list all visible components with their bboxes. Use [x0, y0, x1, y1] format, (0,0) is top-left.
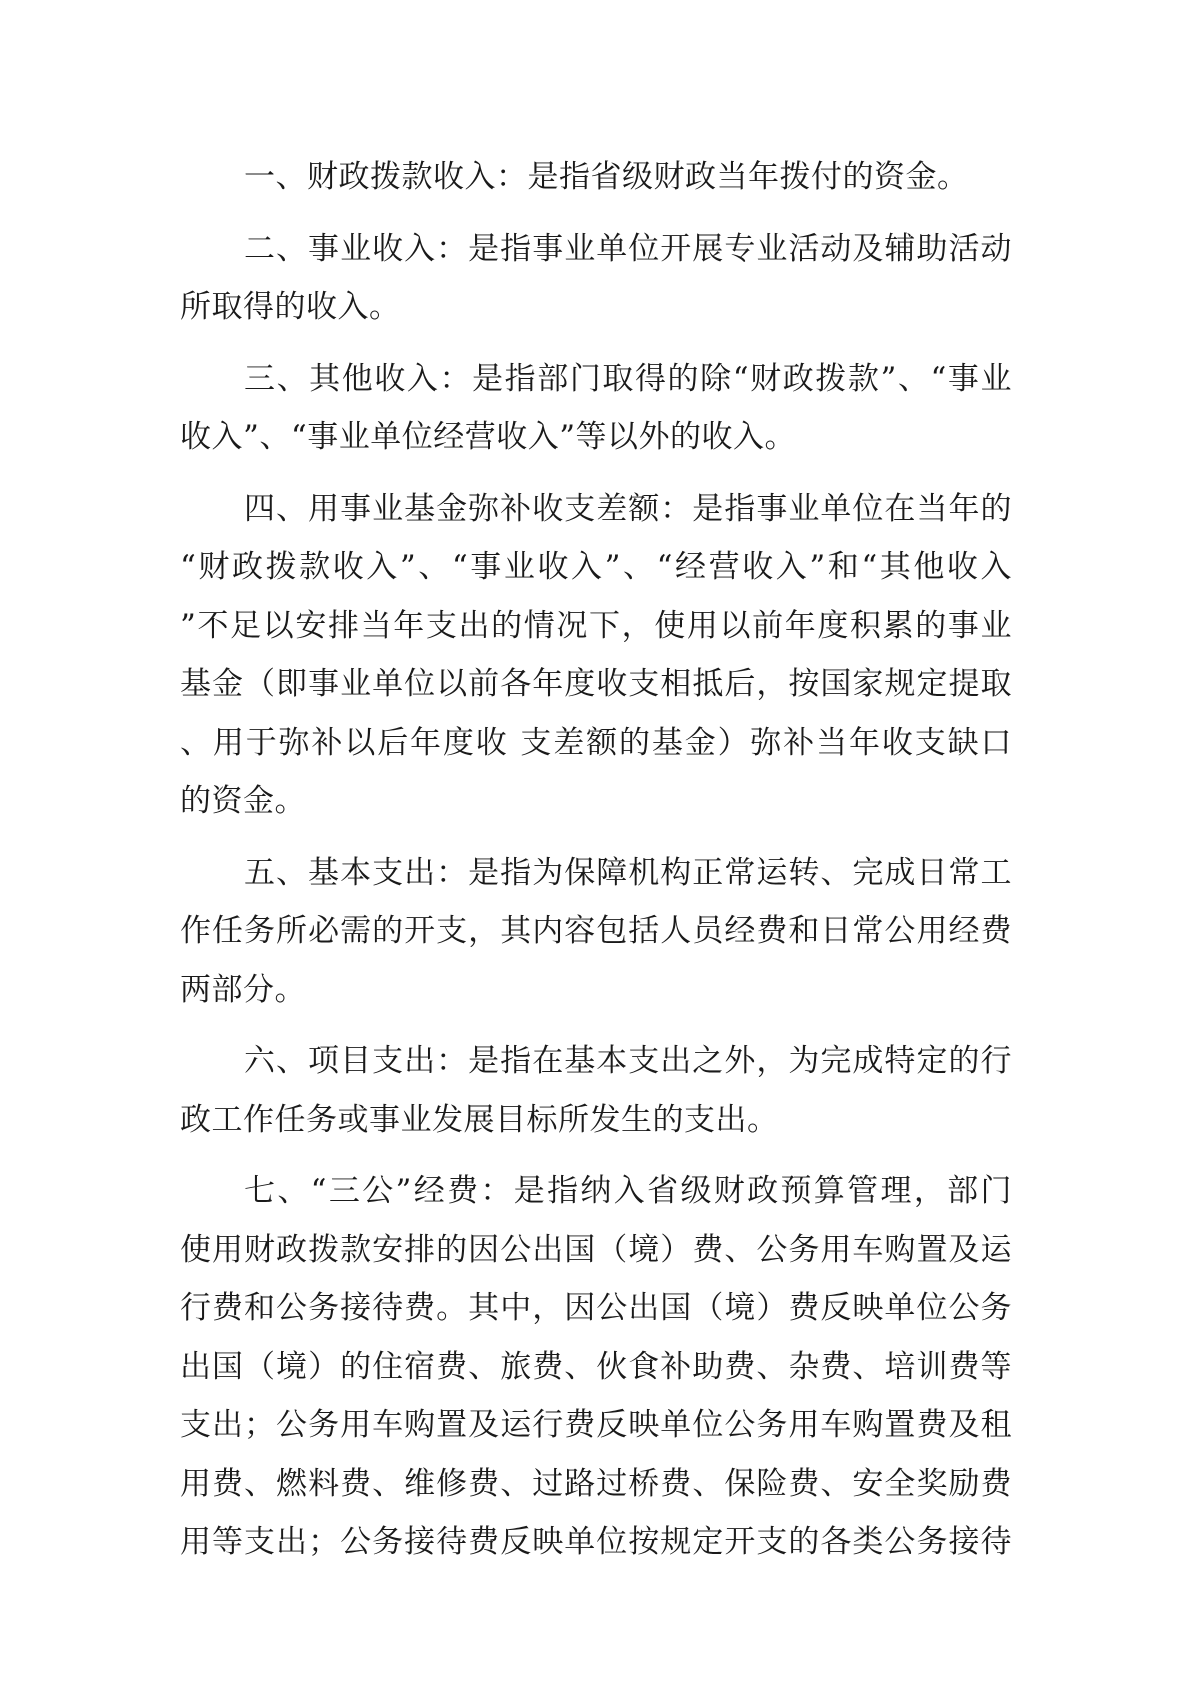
paragraph-line: 、用于弥补以后年度收 支差额的基金）弥补当年收支缺口 [180, 724, 1012, 761]
paragraph-line: 六、项目支出：是指在基本支出之外，为完成特定的行 [244, 1043, 1012, 1079]
paragraph-line: 两部分。 [180, 971, 306, 1008]
paragraph-project-expenditure [180, 1032, 1012, 1149]
paragraph-basic-expenditure [180, 844, 1012, 1020]
paragraph-line: 二、事业收入：是指事业单位开展专业活动及辅助活动 [244, 230, 1012, 267]
paragraph-line: 用费、燃料费、维修费、过路过桥费、保险费、安全奖励费 [180, 1465, 1012, 1502]
paragraph-line: 所取得的收入。 [180, 289, 401, 325]
paragraph-line: 作任务所必需的开支，其内容包括人员经费和日常公用经费 [180, 913, 1012, 949]
paragraph-three-public-expenses [180, 1162, 1012, 1572]
paragraph-line: 政工作任务或事业发展目标所发生的支出。 [180, 1101, 779, 1138]
paragraph-line: 行费和公务接待费。其中，因公出国（境）费反映单位公务 [180, 1290, 1012, 1326]
paragraph-line: 使用财政拨款安排的因公出国（境）费、公务用车购置及运 [180, 1231, 1012, 1268]
paragraph-line: 支出；公务用车购置及运行费反映单位公务用车购置费及租 [180, 1407, 1012, 1443]
paragraph-line: 三、其他收入：是指部门取得的除“财政拨款”、“事业 [244, 360, 1012, 397]
paragraph-line: 的资金。 [180, 783, 306, 819]
paragraph-line: “财政拨款收入”、“事业收入”、“经营收入”和“其他收入 [180, 549, 1012, 585]
paragraph-fiscal-appropriation-income [180, 148, 1012, 207]
paragraph-line: 基金（即事业单位以前各年度收支相抵后，按国家规定提取 [180, 666, 1012, 702]
paragraph-line: 一、财政拨款收入：是指省级财政当年拨付的资金。 [244, 159, 969, 195]
paragraph-business-income [180, 220, 1012, 337]
paragraph-line: 用等支出；公务接待费反映单位按规定开支的各类公务接待 [180, 1524, 1012, 1560]
paragraph-other-income [180, 350, 1012, 467]
paragraph-line: 七、“三公”经费：是指纳入省级财政预算管理，部门 [244, 1173, 1012, 1209]
paragraph-line: ”不足以安排当年支出的情况下，使用以前年度积累的事业 [180, 607, 1012, 644]
paragraph-line: 五、基本支出：是指为保障机构正常运转、完成日常工 [244, 854, 1012, 891]
paragraph-line: 出国（境）的住宿费、旅费、伙食补助费、杂费、培训费等 [180, 1348, 1012, 1385]
paragraph-line: 四、用事业基金弥补收支差额：是指事业单位在当年的 [244, 490, 1012, 527]
paragraph-line: 收入”、“事业单位经营收入”等以外的收入。 [180, 419, 797, 455]
document-body [180, 148, 1012, 1585]
paragraph-business-fund-offset [180, 480, 1012, 831]
